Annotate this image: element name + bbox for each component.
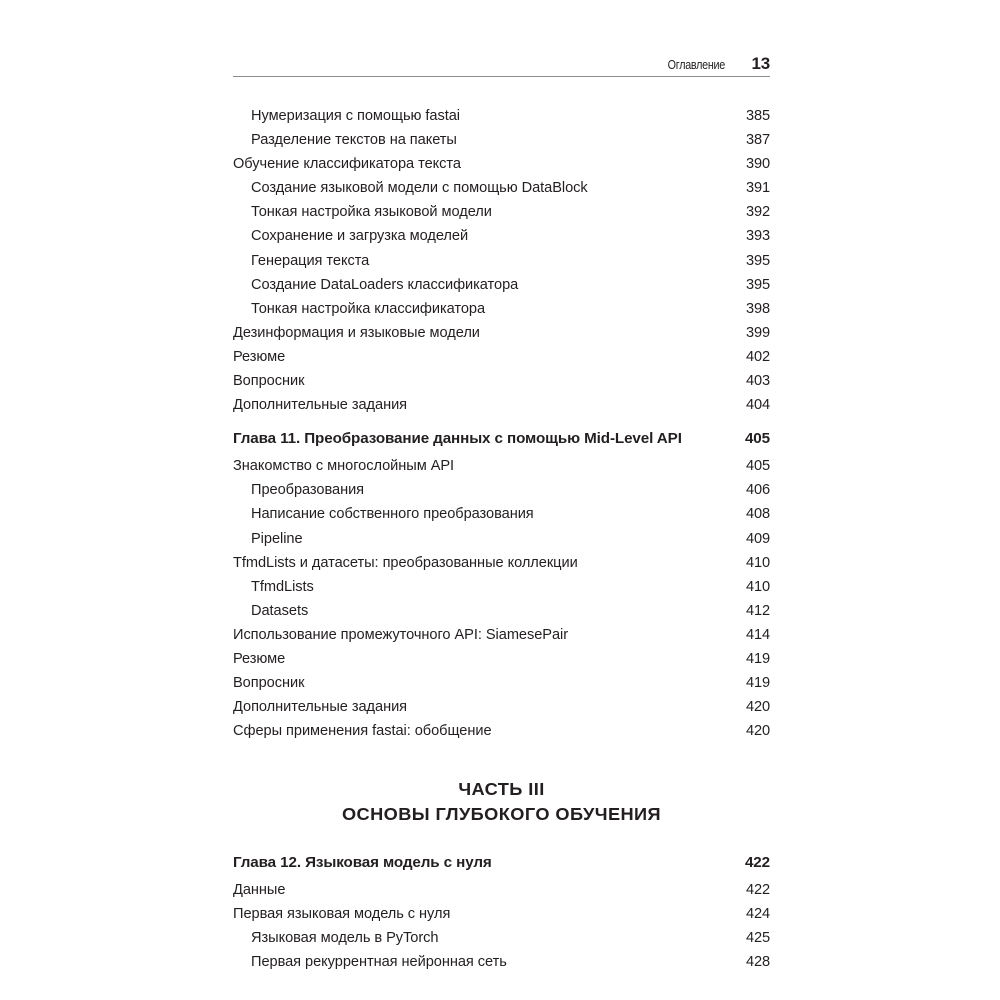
dot-leader	[463, 127, 736, 128]
dot-leader	[372, 272, 736, 273]
dot-leader	[495, 223, 736, 224]
dot-leader	[367, 501, 736, 502]
dot-leader	[307, 392, 736, 393]
dot-leader	[288, 901, 736, 902]
header-divider-rule	[233, 76, 770, 77]
toc-entry[interactable]	[233, 482, 770, 506]
toc-chapter-entry-12[interactable]	[233, 854, 770, 882]
toc-entry-label: Разделение текстов на пакеты	[251, 132, 457, 149]
dot-leader	[483, 344, 736, 345]
dot-leader	[457, 477, 736, 478]
toc-entry-label: Datasets	[251, 602, 309, 619]
toc-entry-page: 403	[745, 373, 770, 390]
toc-entry-label: Нумеризация с помощью fastai	[251, 108, 460, 124]
spacer	[233, 421, 770, 430]
toc-group-chapter-11	[233, 458, 770, 747]
toc-entry[interactable]	[233, 458, 770, 482]
toc-entry[interactable]	[233, 906, 770, 930]
toc-entry[interactable]	[233, 675, 770, 699]
dot-leader	[581, 574, 736, 575]
toc-entry[interactable]	[233, 930, 770, 954]
toc-entry-page: 390	[745, 156, 770, 173]
toc-entry-label: Pipeline	[251, 530, 303, 547]
toc-entry-label: Генерация текста	[251, 252, 370, 269]
toc-entry-label: Данные	[233, 882, 286, 899]
toc-entry-page: 385	[745, 108, 770, 124]
part-divider	[233, 747, 770, 854]
dot-leader	[441, 949, 736, 950]
toc-entry-page: 395	[745, 276, 770, 293]
table-of-contents	[233, 108, 770, 978]
toc-entry[interactable]	[233, 301, 770, 325]
toc-entry-label: Написание собственного преобразования	[251, 506, 534, 523]
toc-entry-label: Создание DataLoaders классификатора	[251, 276, 519, 293]
toc-entry[interactable]	[233, 506, 770, 530]
toc-entry-page: 414	[745, 626, 770, 643]
toc-entry-page: 419	[745, 675, 770, 692]
dot-leader	[306, 550, 736, 551]
toc-entry[interactable]	[233, 555, 770, 579]
toc-entry[interactable]	[233, 132, 770, 156]
toc-entry-label: Дезинформация и языковые модели	[233, 324, 480, 341]
dot-leader	[464, 175, 736, 176]
dot-leader	[288, 670, 736, 671]
toc-entry-label: Первая рекуррентная нейронная сеть	[251, 954, 507, 971]
dot-leader	[410, 416, 736, 417]
toc-entry[interactable]	[233, 699, 770, 723]
toc-entry-page: 409	[745, 530, 770, 547]
toc-entry-label: Сферы применения fastai: обобщение	[233, 723, 492, 740]
dot-leader	[460, 151, 736, 152]
toc-entry-label: Глава 12. Языковая модель с нуля	[233, 854, 492, 872]
toc-entry-label: Первая языковая модель с нуля	[233, 906, 451, 923]
running-head-title: Оглавление	[667, 58, 725, 72]
toc-entry-page: 410	[745, 578, 770, 595]
toc-entry-page: 399	[745, 324, 770, 341]
dot-leader	[685, 453, 734, 454]
toc-entry-label: Тонкая настройка языковой модели	[251, 204, 492, 221]
dot-leader	[495, 877, 734, 878]
toc-entry-label: Вопросник	[233, 675, 305, 692]
dot-leader	[488, 320, 736, 321]
dot-leader	[311, 622, 736, 623]
toc-entry-page: 392	[745, 204, 770, 221]
toc-entry[interactable]	[233, 349, 770, 373]
part-divider-line-1: ЧАСТЬ III	[458, 779, 545, 800]
toc-entry-page: 391	[745, 180, 770, 197]
dot-leader	[471, 248, 736, 249]
toc-entry-page: 420	[745, 699, 770, 716]
toc-entry[interactable]	[233, 954, 770, 978]
toc-entry[interactable]	[233, 373, 770, 397]
toc-entry-page: 402	[745, 348, 770, 365]
toc-group-chapter-12	[233, 882, 770, 978]
toc-entry[interactable]	[233, 156, 770, 180]
part-divider-line-2: ОСНОВЫ ГЛУБОКОГО ОБУЧЕНИЯ	[341, 804, 662, 825]
toc-entry-page: 405	[744, 430, 770, 448]
toc-entry-page: 395	[745, 252, 770, 269]
toc-entry-label: Дополнительные задания	[233, 699, 408, 716]
toc-entry-page: 420	[745, 723, 770, 740]
toc-entry-label: Создание языковой модели с помощью DataBlock	[251, 180, 588, 197]
toc-entry[interactable]	[233, 108, 770, 132]
running-head-page-number: 13	[751, 54, 770, 73]
running-head	[233, 54, 770, 74]
toc-entry-page: 422	[745, 882, 770, 899]
dot-leader	[453, 925, 736, 926]
toc-entry-label: Дополнительные задания	[233, 397, 408, 414]
toc-entry-page: 410	[745, 554, 770, 571]
toc-entry-page: 425	[745, 930, 770, 947]
toc-entry-label: Глава 11. Преобразование данных с помощью Mid-Level API	[233, 430, 682, 448]
dot-leader	[591, 199, 736, 200]
toc-entry[interactable]	[233, 204, 770, 228]
toc-entry-page: 404	[745, 397, 770, 414]
toc-entry-page: 406	[745, 482, 770, 499]
toc-entry-label: Тонкая настройка классификатора	[251, 300, 486, 317]
toc-entry-label: Обучение классификатора текста	[233, 156, 461, 173]
toc-entry[interactable]	[233, 253, 770, 277]
dot-leader	[317, 598, 736, 599]
toc-entry-page: 387	[745, 132, 770, 149]
toc-entry[interactable]	[233, 651, 770, 675]
toc-entry-label: Резюме	[233, 348, 286, 365]
dot-leader	[510, 973, 736, 974]
dot-leader	[521, 296, 736, 297]
toc-entry[interactable]	[233, 579, 770, 603]
toc-entry-label: Резюме	[233, 650, 286, 667]
toc-entry-label: TfmdLists	[251, 578, 314, 595]
toc-entry-page: 398	[745, 300, 770, 317]
toc-entry-label: TfmdLists и датасеты: преобразованные коллекции	[233, 554, 578, 571]
toc-entry-page: 419	[745, 650, 770, 667]
toc-chapter-entry-11[interactable]	[233, 430, 770, 458]
toc-entry[interactable]	[233, 325, 770, 349]
toc-group-chapter-10-tail	[233, 108, 770, 421]
toc-entry-label: Преобразования	[251, 482, 365, 499]
dot-leader	[495, 742, 736, 743]
toc-entry[interactable]	[233, 603, 770, 627]
toc-entry[interactable]	[233, 228, 770, 252]
dot-leader	[288, 368, 736, 369]
toc-entry-page: 408	[745, 506, 770, 523]
toc-entry[interactable]	[233, 882, 770, 906]
dot-leader	[410, 718, 736, 719]
toc-entry-page: 412	[745, 602, 770, 619]
toc-entry-page: 405	[745, 458, 770, 475]
toc-entry[interactable]	[233, 723, 770, 747]
toc-entry[interactable]	[233, 180, 770, 204]
toc-entry-label: Использование промежуточного API: SiamesePair	[233, 626, 569, 643]
dot-leader	[571, 646, 736, 647]
toc-entry[interactable]	[233, 397, 770, 421]
toc-entry-label: Сохранение и загрузка моделей	[251, 228, 469, 245]
toc-entry[interactable]	[233, 627, 770, 651]
toc-entry-page: 393	[745, 228, 770, 245]
toc-entry-page: 424	[745, 906, 770, 923]
toc-entry[interactable]	[233, 277, 770, 301]
toc-entry-label: Вопросник	[233, 373, 305, 390]
dot-leader	[537, 526, 736, 527]
toc-entry-label: Знакомство с многослойным API	[233, 458, 455, 475]
dot-leader	[307, 694, 736, 695]
toc-entry[interactable]	[233, 531, 770, 555]
toc-entry-page: 428	[745, 954, 770, 971]
toc-entry-page: 422	[744, 854, 770, 872]
toc-entry-label: Языковая модель в PyTorch	[251, 930, 439, 947]
